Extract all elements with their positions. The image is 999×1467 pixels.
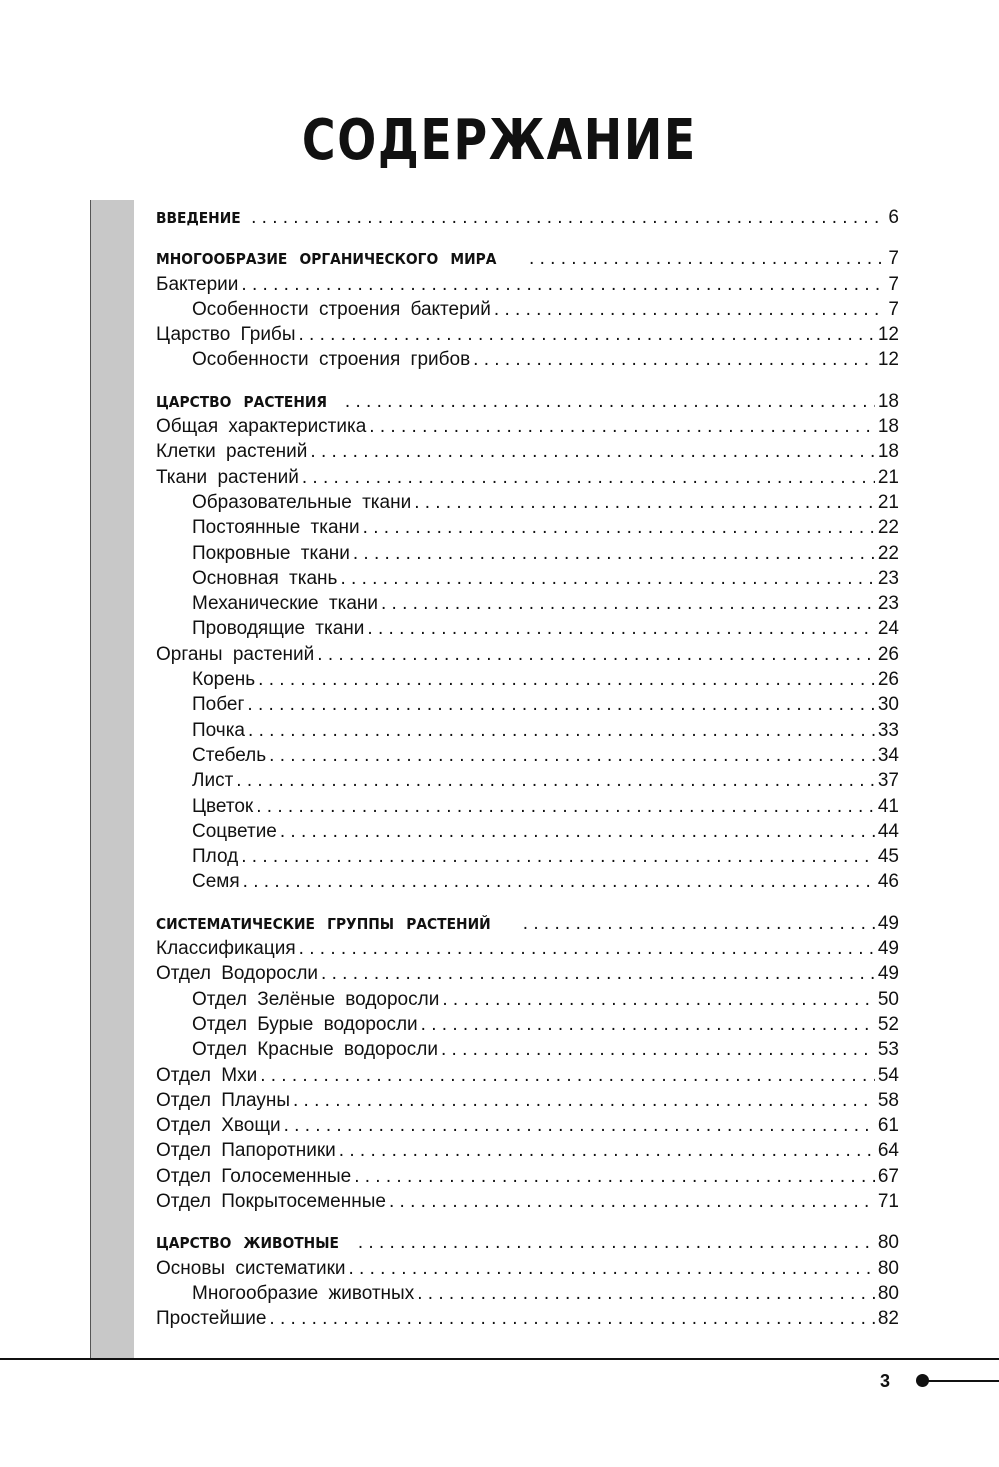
dot-leader [299, 938, 875, 960]
toc-row[interactable] [156, 274, 899, 299]
toc-section-row[interactable] [156, 1232, 899, 1257]
dot-leader [310, 441, 874, 463]
toc-page-number: 46 [877, 871, 899, 893]
toc-row[interactable] [156, 963, 899, 988]
toc-page-number: 44 [877, 820, 899, 842]
toc-label: Стебель [192, 744, 267, 766]
dot-leader [414, 492, 875, 514]
dot-leader [248, 720, 875, 742]
dot-leader [494, 299, 886, 321]
toc-page-number: 21 [877, 466, 899, 488]
toc-row[interactable] [156, 467, 899, 492]
toc-page-number: 80 [877, 1257, 899, 1279]
toc-page-number: 61 [877, 1115, 899, 1137]
toc-page-number: 22 [877, 517, 899, 539]
dot-leader [358, 1232, 875, 1254]
toc-page-number: 50 [877, 988, 899, 1010]
toc-row[interactable] [156, 938, 899, 963]
dot-leader [345, 391, 875, 413]
dot-leader [256, 796, 875, 818]
dot-leader [354, 1166, 875, 1188]
dot-leader [340, 568, 874, 590]
toc-label: Корень [192, 669, 256, 691]
toc-section-row[interactable] [156, 207, 899, 232]
toc-page-number: 80 [877, 1282, 899, 1304]
toc-subrow[interactable] [156, 796, 899, 821]
toc-page-number: 24 [877, 618, 899, 640]
dot-leader [349, 1258, 875, 1280]
toc-row[interactable] [156, 441, 899, 466]
toc-page-number: 26 [877, 669, 899, 691]
dot-leader [269, 745, 875, 767]
toc-label: Органы растений [156, 643, 315, 665]
toc-row[interactable] [156, 1166, 899, 1191]
toc-label: Отдел Покрытосеменные [156, 1190, 386, 1212]
dot-leader [421, 1014, 875, 1036]
toc-page-number: 30 [877, 694, 899, 716]
toc-page-number: 22 [877, 542, 899, 564]
toc-label: Проводящие ткани [192, 618, 365, 640]
toc-page-number: 7 [888, 298, 899, 320]
toc-row[interactable] [156, 1191, 899, 1216]
dot-leader [441, 1039, 875, 1061]
toc-label: Отдел Папоротники [156, 1140, 336, 1162]
dot-leader [260, 1065, 875, 1087]
section-gap [156, 375, 899, 391]
toc-row[interactable] [156, 416, 899, 441]
toc-page-number: 7 [888, 273, 899, 295]
toc-section-row[interactable] [156, 248, 899, 273]
toc-label: Отдел Зелёные водоросли [192, 988, 440, 1010]
toc-label: Общая характеристика [156, 416, 367, 438]
toc-row[interactable] [156, 1065, 899, 1090]
toc-label: Основная ткань [192, 567, 338, 589]
toc-section-row[interactable] [156, 913, 899, 938]
toc-section-label: ЦАРСТВО РАСТЕНИЯ [156, 392, 328, 411]
toc-subrow[interactable] [156, 669, 899, 694]
section-gap [156, 1216, 899, 1232]
toc-label: Покровные ткани [192, 542, 350, 564]
section-gap [156, 897, 899, 913]
toc-label: Соцветие [192, 820, 277, 842]
toc-label: Бактерии [156, 273, 239, 295]
page-title: СОДЕРЖАНИЕ [301, 108, 697, 173]
toc-subrow[interactable] [156, 745, 899, 770]
toc-label: Отдел Красные водоросли [192, 1039, 438, 1061]
toc-subrow[interactable] [156, 349, 899, 374]
toc-label: Постоянные ткани [192, 517, 360, 539]
toc-page-number: 49 [877, 938, 899, 960]
dot-leader [381, 593, 875, 615]
toc-page-number: 23 [877, 593, 899, 615]
toc-page-number: 80 [877, 1232, 899, 1254]
sidebar-edge [90, 200, 91, 1360]
toc-page-number: 37 [877, 770, 899, 792]
toc-subrow[interactable] [156, 821, 899, 846]
dot-leader [339, 1140, 875, 1162]
toc-label: Отдел Бурые водоросли [192, 1013, 418, 1035]
dot-leader [353, 543, 875, 565]
toc-label: Почка [192, 719, 246, 741]
toc-label: Отдел Хвощи [156, 1115, 281, 1137]
dot-leader [442, 989, 875, 1011]
toc-page-number: 41 [877, 795, 899, 817]
toc-page-number: 49 [877, 963, 899, 985]
toc-label: Отдел Мхи [156, 1064, 258, 1086]
dot-leader [269, 1308, 874, 1330]
toc-label: Отдел Плауны [156, 1089, 290, 1111]
toc-label: Простейшие [156, 1308, 267, 1330]
toc-page-number: 82 [877, 1308, 899, 1330]
toc-subrow[interactable] [156, 989, 899, 1014]
toc-page-number: 33 [877, 719, 899, 741]
toc-label: Лист [192, 770, 234, 792]
dot-leader [241, 846, 875, 868]
toc-row[interactable] [156, 644, 899, 669]
toc-label: Семя [192, 871, 240, 893]
toc-page-number: 71 [877, 1190, 899, 1212]
toc-page-number: 58 [877, 1089, 899, 1111]
sidebar-bar [90, 200, 134, 1360]
toc-subrow[interactable] [156, 846, 899, 871]
toc-page-number: 34 [877, 744, 899, 766]
toc-page-number: 7 [888, 248, 899, 270]
toc-page-number: 6 [888, 207, 899, 228]
dot-leader [523, 913, 875, 935]
dot-leader [293, 1090, 875, 1112]
toc-page-number: 67 [877, 1165, 899, 1187]
toc-label: Ткани растений [156, 466, 299, 488]
toc-label: Царство Грибы [156, 324, 296, 346]
toc-subrow[interactable] [156, 770, 899, 795]
dot-leader [247, 694, 874, 716]
toc-label: Особенности строения грибов [192, 349, 471, 371]
dot-leader [529, 248, 885, 270]
toc-row[interactable] [156, 1115, 899, 1140]
toc-label: Плод [192, 846, 239, 868]
dot-leader [251, 207, 885, 229]
toc-row[interactable] [156, 1258, 899, 1283]
toc-section-label: ВВЕДЕНИЕ [156, 209, 241, 227]
toc-subrow[interactable] [156, 618, 899, 643]
toc-label: Клетки растений [156, 441, 308, 463]
toc-label: Образовательные ткани [192, 491, 412, 513]
bottom-rule [0, 1358, 999, 1360]
table-of-contents [156, 207, 899, 1333]
dot-leader [241, 274, 885, 296]
toc-label: Цветок [192, 795, 254, 817]
toc-page-number: 18 [877, 390, 899, 412]
toc-subrow[interactable] [156, 1014, 899, 1039]
toc-label: Механические ткани [192, 593, 378, 615]
dot-leader [302, 467, 875, 489]
toc-section-label: МНОГООБРАЗИЕ ОРГАНИЧЕСКОГО МИРА [156, 250, 497, 269]
toc-section-label: ЦАРСТВО ЖИВОТНЫЕ [156, 1234, 339, 1253]
dot-leader [369, 416, 875, 438]
toc-subrow[interactable] [156, 1283, 899, 1308]
toc-page-number: 52 [877, 1013, 899, 1035]
toc-page-number: 26 [877, 643, 899, 665]
toc-row[interactable] [156, 1140, 899, 1165]
dot-leader [367, 618, 874, 640]
toc-page-number: 23 [877, 567, 899, 589]
dot-leader [243, 871, 875, 893]
toc-row[interactable] [156, 1308, 899, 1333]
toc-subrow[interactable] [156, 299, 899, 324]
toc-label: Многообразие животных [192, 1282, 415, 1304]
toc-label: Отдел Голосеменные [156, 1165, 352, 1187]
toc-label: Классификация [156, 938, 296, 960]
dot-leader [284, 1115, 875, 1137]
page-number: 3 [880, 1371, 891, 1391]
dot-leader [258, 669, 875, 691]
dot-leader [298, 324, 874, 346]
dot-leader [321, 963, 875, 985]
toc-section-row[interactable] [156, 391, 899, 416]
toc-page-number: 49 [877, 912, 899, 934]
toc-subrow[interactable] [156, 593, 899, 618]
toc-section-label: СИСТЕМАТИЧЕСКИЕ ГРУППЫ РАСТЕНИЙ [156, 914, 491, 933]
page-marker [916, 1374, 999, 1388]
toc-page-number: 12 [877, 349, 899, 371]
toc-subrow[interactable] [156, 492, 899, 517]
dot-leader [363, 517, 875, 539]
toc-row[interactable] [156, 1090, 899, 1115]
toc-page-number: 53 [877, 1039, 899, 1061]
bullet-icon [916, 1374, 929, 1387]
dot-leader [236, 770, 875, 792]
toc-page-number: 12 [877, 324, 899, 346]
toc-page-number: 18 [877, 416, 899, 438]
toc-page-number: 54 [877, 1064, 899, 1086]
toc-subrow[interactable] [156, 517, 899, 542]
toc-page-number: 18 [877, 441, 899, 463]
toc-subrow[interactable] [156, 543, 899, 568]
toc-subrow[interactable] [156, 1039, 899, 1064]
toc-page-number: 21 [877, 491, 899, 513]
toc-subrow[interactable] [156, 871, 899, 896]
toc-page-number: 45 [877, 846, 899, 868]
page-marker-line [926, 1380, 999, 1382]
dot-leader [417, 1283, 875, 1305]
toc-label: Побег [192, 694, 245, 716]
toc-subrow[interactable] [156, 568, 899, 593]
dot-leader [280, 821, 875, 843]
toc-subrow[interactable] [156, 694, 899, 719]
toc-row[interactable] [156, 324, 899, 349]
section-gap [156, 232, 899, 248]
toc-label: Отдел Водоросли [156, 963, 319, 985]
toc-label: Особенности строения бактерий [192, 298, 491, 320]
toc-label: Основы систематики [156, 1257, 346, 1279]
dot-leader [473, 349, 875, 371]
toc-page-number: 64 [877, 1140, 899, 1162]
toc-subrow[interactable] [156, 720, 899, 745]
dot-leader [389, 1191, 875, 1213]
dot-leader [317, 644, 875, 666]
